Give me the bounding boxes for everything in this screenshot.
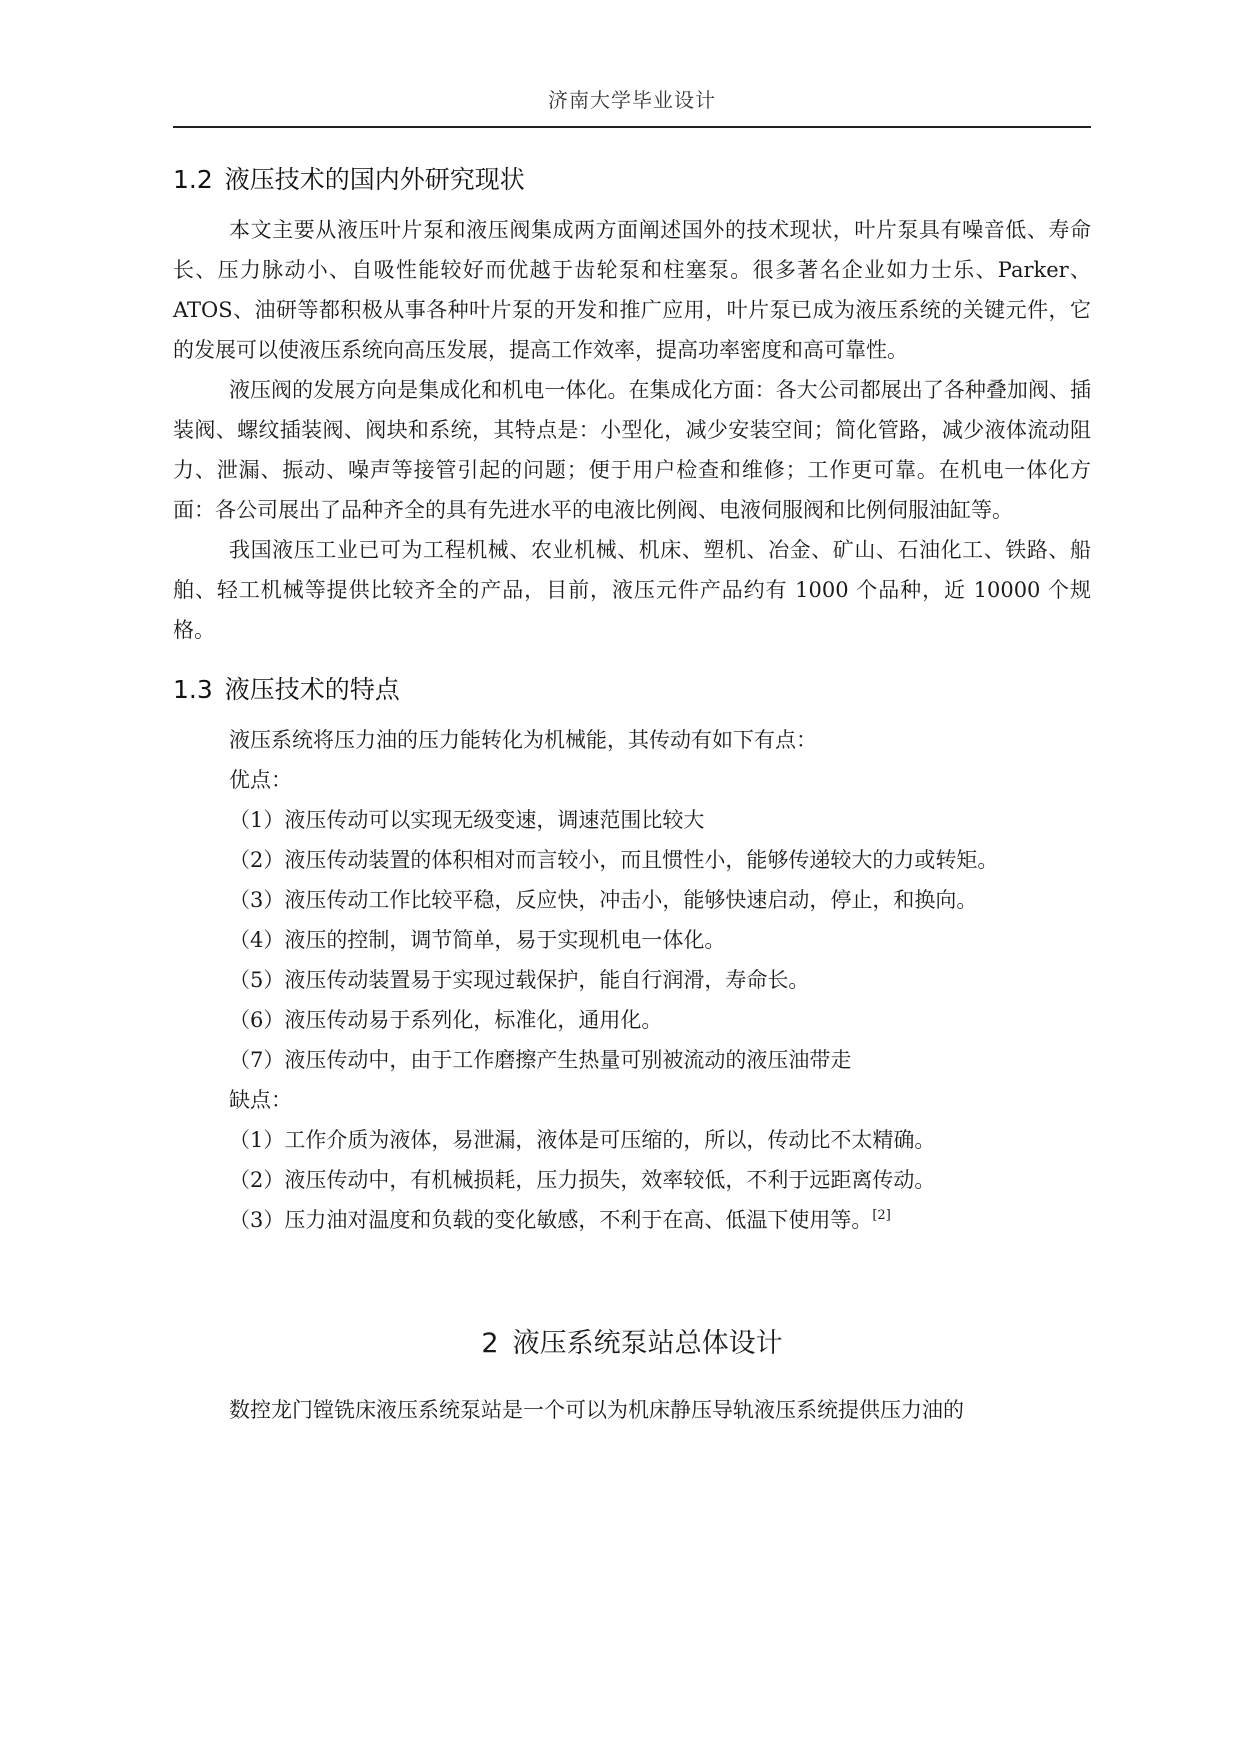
citation-reference[interactable]: [2] [872,1208,891,1223]
paragraph: 我国液压工业已可为工程机械、农业机械、机床、塑机、冶金、矿山、石油化工、铁路、船舶、轻工机械等提供比较齐全的产品，目前，液压元件产品约有 1000 个品种，近 10000 个规格。 [173,538,1091,642]
chapter-number: 2 [481,1328,499,1359]
page-body [173,158,1091,1430]
section-title: 液压技术的特点 [224,675,400,704]
list-item: （3）液压传动工作比较平稳，反应快，冲击小，能够快速启动，停止，和换向。 [229,888,978,912]
section-title: 液压技术的国内外研究现状 [224,165,525,194]
chapter-title: 液压系统泵站总体设计 [512,1328,783,1359]
section-intro: 液压系统将压力油的压力能转化为机械能，其传动有如下有点： [229,728,817,752]
list-item: （6）液压传动易于系列化，标准化，通用化。 [229,1008,663,1032]
list-item: （1）液压传动可以实现无级变速，调速范围比较大 [229,808,705,832]
chapter-heading [173,1320,1091,1368]
section-heading-1-2 [173,158,1091,202]
list-item [173,1200,1091,1240]
list-item: （1）工作介质为液体，易泄漏，液体是可压缩的，所以，传动比不太精确。 [229,1128,936,1152]
advantages-label: 优点： [229,768,292,792]
paragraph: 液压阀的发展方向是集成化和机电一体化。在集成化方面：各大公司都展出了各种叠加阀、插装阀、螺纹插装阀、阀块和系统，其特点是：小型化，减少安装空间；简化管路，减少液体流动阻力、泄漏、振动、噪声等接管引起的问题；便于用户检查和维修；工作更可靠。在机电一体化方面：各公司展出了品种齐全的具有先进水平的电液比例阀、电液伺服阀和比例伺服油缸等。 [173,378,1091,522]
header-rule [173,126,1091,128]
section-heading-1-3 [173,668,1091,712]
list-item-text: （3）压力油对温度和负载的变化敏感，不利于在高、低温下使用等。 [229,1208,873,1232]
section-number: 1.2 [173,165,213,194]
page-header [173,84,1091,124]
list-item: （4）液压的控制，调节简单，易于实现机电一体化。 [229,928,726,952]
section-number: 1.3 [173,675,213,704]
header-title: 济南大学毕业设计 [548,88,716,112]
list-item: （5）液压传动装置易于实现过载保护，能自行润滑，寿命长。 [229,968,810,992]
paragraph: 数控龙门镗铣床液压系统泵站是一个可以为机床静压导轨液压系统提供压力油的 [229,1398,964,1422]
list-item: （7）液压传动中，由于工作磨擦产生热量可别被流动的液压油带走 [229,1048,852,1072]
paragraph: 本文主要从液压叶片泵和液压阀集成两方面阐述国外的技术现状，叶片泵具有噪音低、寿命长、压力脉动小、自吸性能较好而优越于齿轮泵和柱塞泵。很多著名企业如力士乐、Parker、ATOS、油研等都积极从事各种叶片泵的开发和推广应用，叶片泵已成为液压系统的关键元件，它的发展可以使液压系统向高压发展，提高工作效率，提高功率密度和高可靠性。 [173,218,1091,362]
list-item: （2）液压传动中，有机械损耗，压力损失，效率较低，不利于远距离传动。 [229,1168,936,1192]
disadvantages-label: 缺点： [229,1088,292,1112]
list-item: （2）液压传动装置的体积相对而言较小，而且惯性小，能够传递较大的力或转矩。 [229,848,999,872]
